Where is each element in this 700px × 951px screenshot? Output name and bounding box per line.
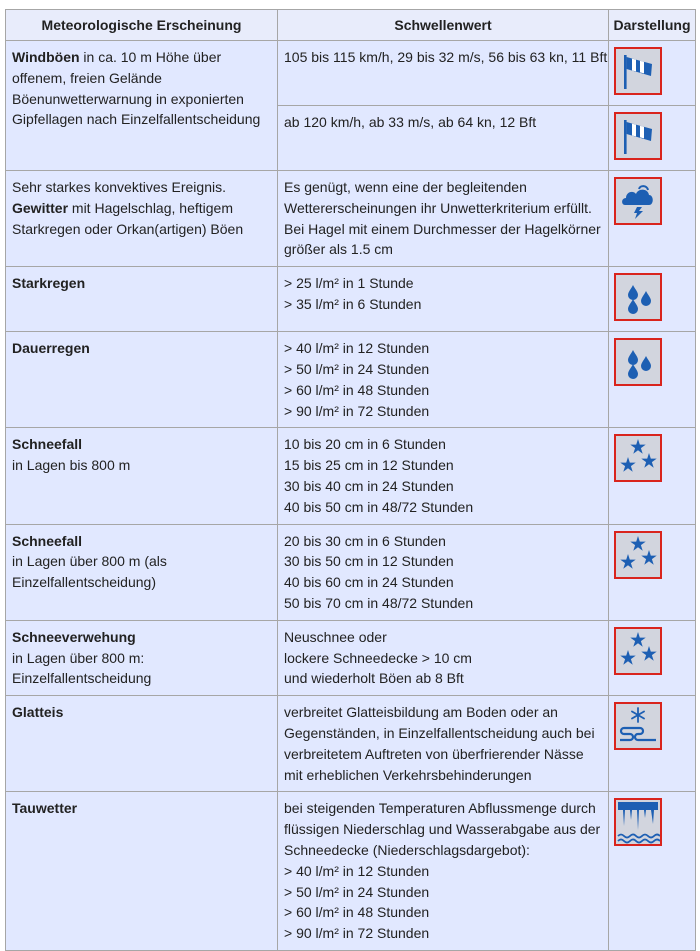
threshold-line: > 90 l/m² in 72 Stunden <box>284 925 430 942</box>
threshold-line: > 60 l/m² in 48 Stunden <box>284 904 430 921</box>
threshold-line: > 40 l/m² in 12 Stunden <box>284 862 430 879</box>
threshold-line: 40 bis 50 cm in 48/72 Stunden <box>284 498 474 515</box>
threshold-line: 105 bis 115 km/h, 29 bis 32 m/s, 56 bis 63 kn, 11 Bft <box>284 49 608 65</box>
header-display: Darstellung <box>609 10 696 41</box>
phenomenon-cell <box>6 41 278 171</box>
threshold-cell <box>278 696 609 792</box>
table-row <box>6 267 696 332</box>
icon-cell <box>609 696 696 792</box>
threshold-line: 15 bis 25 cm in 12 Stunden <box>284 457 454 474</box>
threshold-cell <box>278 267 609 332</box>
threshold-line: > 40 l/m² in 12 Stunden <box>284 340 430 357</box>
table-row <box>6 171 696 267</box>
phenomenon-description: mit Hagelschlag, heftigem Starkregen oder Orkan(artigen) Böen <box>12 199 244 237</box>
threshold-line: > 35 l/m² in 6 Stunden <box>284 295 422 312</box>
thunderstorm-icon <box>614 177 662 225</box>
table-row <box>6 524 696 620</box>
threshold-line: 10 bis 20 cm in 6 Stunden <box>284 436 446 453</box>
threshold-text: bei steigenden Temperaturen Abflussmenge durch flüssigen Niederschlag und Wasserabgabe aus der Schneedecke (Niederschlagsdargebot): <box>284 800 601 858</box>
icon-cell <box>609 428 696 524</box>
phenomenon-cell <box>6 267 278 332</box>
table-row <box>6 41 696 106</box>
threshold-line: lockere Schneedecke > 10 cm <box>284 649 472 666</box>
icon-cell <box>609 106 696 171</box>
threshold-line: ab 120 km/h, ab 33 m/s, ab 64 kn, 12 Bft <box>284 114 537 130</box>
threshold-line: > 50 l/m² in 24 Stunden <box>284 360 430 377</box>
snow-stars-icon <box>614 531 662 579</box>
phenomenon-name: Tauwetter <box>12 800 78 817</box>
threshold-line: > 25 l/m² in 1 Stunde <box>284 275 414 292</box>
icon-cell <box>609 620 696 695</box>
rain-drops-icon <box>614 338 662 386</box>
phenomenon-name: Schneefall <box>12 436 83 453</box>
table-row <box>6 696 696 792</box>
phenomenon-subtitle: in Lagen bis 800 m <box>12 457 131 474</box>
icon-cell <box>609 171 696 267</box>
threshold-line: > 60 l/m² in 48 Stunden <box>284 381 430 398</box>
rain-drops-icon <box>614 273 662 321</box>
threshold-line: > 50 l/m² in 24 Stunden <box>284 883 430 900</box>
phenomenon-name: Schneeverwehung <box>12 628 136 645</box>
icon-cell <box>609 332 696 428</box>
table-row <box>6 620 696 695</box>
threshold-cell <box>278 428 609 524</box>
table-row <box>6 332 696 428</box>
phenomenon-name: Starkregen <box>12 275 86 292</box>
threshold-cell <box>278 620 609 695</box>
table-row <box>6 792 696 951</box>
table-row <box>6 428 696 524</box>
phenomenon-name: Gewitter <box>12 199 69 216</box>
threshold-line: 30 bis 40 cm in 24 Stunden <box>284 477 454 494</box>
icon-cell <box>609 792 696 951</box>
threshold-cell <box>278 792 609 951</box>
icon-cell <box>609 524 696 620</box>
snow-stars-icon <box>614 434 662 482</box>
windsock-icon <box>614 112 662 160</box>
phenomenon-cell <box>6 332 278 428</box>
phenomenon-name: Glatteis <box>12 704 64 721</box>
black-ice-icon <box>614 702 662 750</box>
threshold-line: 20 bis 30 cm in 6 Stunden <box>284 532 446 549</box>
threshold-cell <box>278 41 609 106</box>
phenomenon-subtitle: in Lagen über 800 m (als Einzelfallentscheidung) <box>12 553 167 591</box>
threshold-line: Neuschnee oder <box>284 628 387 645</box>
threshold-text: verbreitet Glatteisbildung am Boden oder an Gegenständen, in Einzelfallentscheidung auch bei verbreitetem Auftreten von überfrierender Nässe mit erheblichen Verkehrsbehinderungen <box>284 704 595 783</box>
threshold-line: und wiederholt Böen ab 8 Bft <box>284 670 464 687</box>
thaw-icon <box>614 798 662 846</box>
threshold-line: 30 bis 50 cm in 12 Stunden <box>284 553 454 570</box>
threshold-cell <box>278 332 609 428</box>
phenomenon-cell <box>6 524 278 620</box>
phenomenon-name: Schneefall <box>12 532 83 549</box>
phenomenon-name: Dauerregen <box>12 340 90 357</box>
windsock-icon <box>614 47 662 95</box>
phenomenon-cell <box>6 620 278 695</box>
icon-cell <box>609 41 696 106</box>
icon-cell <box>609 267 696 332</box>
phenomenon-name: Windböen <box>12 49 80 65</box>
threshold-line: > 90 l/m² in 72 Stunden <box>284 402 430 419</box>
snow-stars-icon <box>614 627 662 675</box>
threshold-cell <box>278 106 609 171</box>
warning-criteria-table <box>5 9 696 951</box>
header-threshold: Schwellenwert <box>278 10 609 41</box>
threshold-cell <box>278 171 609 267</box>
threshold-cell <box>278 524 609 620</box>
phenomenon-cell <box>6 696 278 792</box>
header-phenomenon: Meteorologische Erscheinung <box>6 10 278 41</box>
phenomenon-intro: Sehr starkes konvektives Ereignis. <box>12 179 226 195</box>
threshold-line: 40 bis 60 cm in 24 Stunden <box>284 574 454 591</box>
phenomenon-cell <box>6 792 278 951</box>
phenomenon-description: in ca. 10 m Höhe über offenem, freien Gelände Böenunwetterwarnung in exponierten Gipfellagen nach Einzelfallentscheidung <box>12 49 261 128</box>
phenomenon-subtitle: in Lagen über 800 m: Einzelfallentscheidung <box>12 649 152 687</box>
threshold-line: 50 bis 70 cm in 48/72 Stunden <box>284 594 474 611</box>
table-header-row <box>6 10 696 41</box>
phenomenon-cell <box>6 171 278 267</box>
phenomenon-cell <box>6 428 278 524</box>
threshold-text: Es genügt, wenn eine der begleitenden Wettererscheinungen ihr Unwetterkriterium erfüllt. Bei Hagel mit einem Durchmesser der Hagelkörner größer als 1.5 cm <box>284 179 601 258</box>
